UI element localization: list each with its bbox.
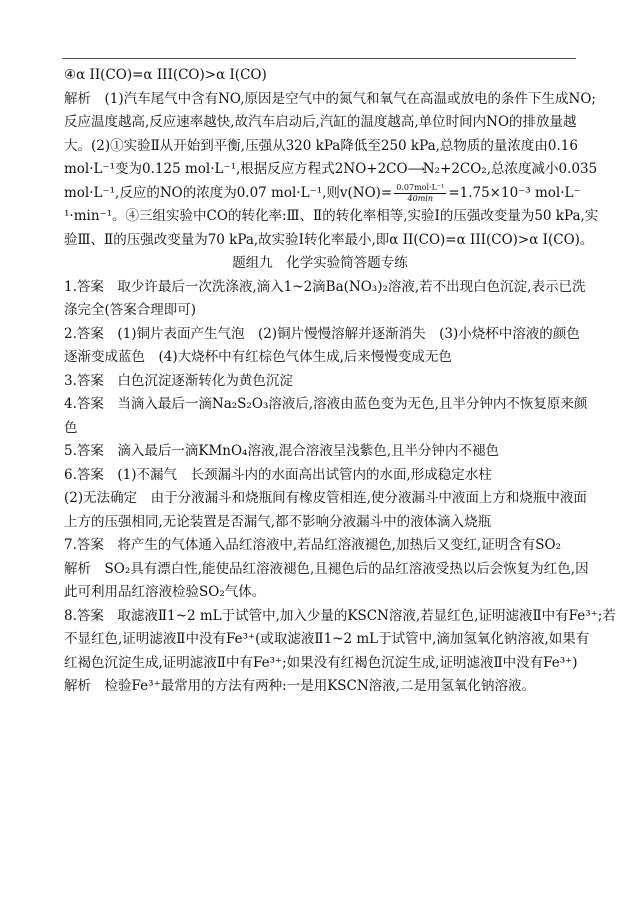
answer-4: 4.答案 当滴入最后一滴Na₂S₂O₃溶液后,溶液由蓝色变为无色,且半分钟内不恢复原来颜 bbox=[64, 396, 588, 412]
explanation-line-4: mol·L⁻¹变为0.125 mol·L⁻¹,根据反应方程式2NO+2CO⟶N₂+2CO₂,总浓度减小0.035 bbox=[64, 158, 576, 182]
fraction-numerator: 0.07mol·L⁻¹ bbox=[396, 182, 445, 192]
fraction-denominator: 40min bbox=[407, 193, 434, 203]
explanation-line-5: mol·L⁻¹,反应的NO的浓度为0.07 mol·L⁻¹,则v(NO)= $\frac{\text{0.07mol·L⁻¹}}{40\min}$ =1.75×10⁻³ mol·L⁻ bbox=[64, 182, 581, 203]
answer-2-cont: 逐渐变成蓝色 (4)大烧杯中有红棕色气体生成,后来慢慢变成无色 bbox=[64, 349, 452, 365]
answer-8: 8.答案 取滤液Ⅱ1~2 mL于试管中,加入少量的KSCN溶液,若显红色,证明滤液Ⅱ中有Fe³⁺;若 bbox=[64, 607, 616, 624]
equilibrium-arrow-icon: ⟶ bbox=[407, 162, 423, 176]
answer-8-cont-2: 红褐色沉淀生成,证明滤液Ⅱ中有Fe³⁺;如果没有红褐色沉淀生成,证明滤液Ⅱ中没有Fe³⁺) bbox=[64, 654, 578, 671]
explanation-line-3: 大。(2)①实验Ⅱ从开始到平衡,压强从320 kPa降低至250 kPa,总物质的量浓度由0.16 bbox=[64, 137, 578, 154]
answer-6: 6.答案 (1)不漏气 长颈漏斗内的水面高出试管内的水面,形成稳定水柱 bbox=[64, 466, 492, 483]
answer-1-cont: 涤完全(答案合理即可) bbox=[64, 302, 197, 318]
explanation-line-6: ¹·min⁻¹。④三组实验中CO的转化率:Ⅲ、Ⅱ的转化率相等,实验Ⅰ的压强改变量为50 kPa,实 bbox=[64, 208, 599, 224]
answer-7: 7.答案 将产生的气体通入品红溶液中,若品红溶液褪色,加热后又变红,证明含有SO₂ bbox=[64, 537, 561, 553]
answer-5: 5.答案 滴入最后一滴KMnO₄溶液,混合溶液呈浅紫色,且半分钟内不褪色 bbox=[64, 443, 500, 459]
explanation-line-7: 验Ⅲ、Ⅱ的压强改变量为70 kPa,故实验Ⅰ转化率最小,即α II(CO)=α III(CO)>α I(CO)。 bbox=[64, 231, 594, 248]
answer-4-cont: 色 bbox=[64, 419, 78, 436]
explanation-line-1: 解析 (1)汽车尾气中含有NO,原因是空气中的氮气和氧气在高温或放电的条件下生成NO; bbox=[64, 90, 596, 107]
answer4-conclusion: ④α II(CO)=α III(CO)>α I(CO) bbox=[64, 67, 267, 83]
answer-6-part2: (2)无法确定 由于分液漏斗和烧瓶间有橡皮管相连,使分液漏斗中液面上方和烧瓶中液面 bbox=[64, 490, 587, 506]
rate-fraction bbox=[394, 183, 446, 204]
section-title: 题组九 化学实验简答题专练 bbox=[232, 255, 408, 271]
explanation-label: 解析 bbox=[64, 90, 91, 107]
answer-7-explanation-cont: 此可利用品红溶液检验SO₂气体。 bbox=[64, 584, 266, 600]
answer-2: 2.答案 (1)铜片表面产生气泡 (2)铜片慢慢溶解并逐渐消失 (3)小烧杯中溶液的颜色 bbox=[64, 325, 580, 342]
answer-8-cont-1: 不显红色,证明滤液Ⅱ中没有Fe³⁺(或取滤液Ⅱ1~2 mL于试管中,滴加氢氧化钠溶液,如果有 bbox=[64, 631, 590, 647]
answer-1: 1.答案 取少许最后一次洗涤液,滴入1~2滴Ba(NO₃)₂溶液,若不出现白色沉淀,表示已洗 bbox=[64, 278, 586, 295]
document-body bbox=[64, 64, 616, 699]
answer-7-explanation: 解析 SO₂具有漂白性,能使品红溶液褪色,且褪色后的品红溶液受热以后会恢复为红色,因 bbox=[64, 560, 589, 577]
header-rule bbox=[62, 58, 576, 59]
answer-6-cont: 上方的压强相同,无论装置是否漏气,都不影响分液漏斗中的液体滴入烧瓶 bbox=[64, 513, 492, 530]
explanation-line-2: 反应温度越高,反应速率越快,故汽车启动后,汽缸的温度越高,单位时间内NO的排放量越 bbox=[64, 114, 577, 130]
answer-3: 3.答案 白色沉淀逐渐转化为黄色沉淀 bbox=[64, 372, 293, 389]
answer-8-explanation: 解析 检验Fe³⁺最常用的方法有两种:一是用KSCN溶液,二是用氢氧化钠溶液。 bbox=[64, 678, 535, 694]
